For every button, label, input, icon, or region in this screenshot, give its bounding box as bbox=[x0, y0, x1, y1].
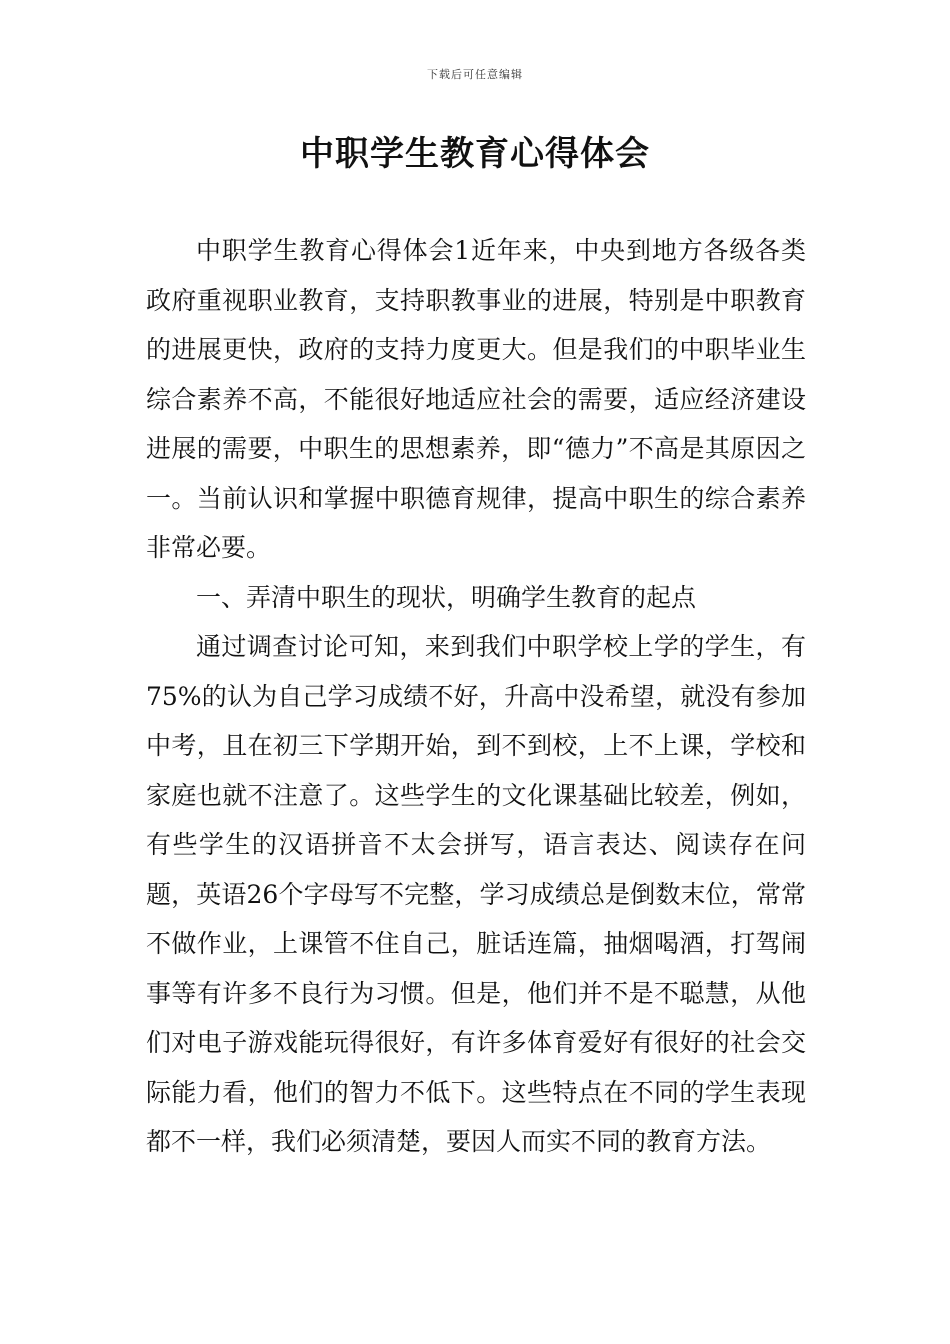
document-title: 中职学生教育心得体会 bbox=[300, 134, 650, 174]
paragraph-survey: 通过调查讨论可知，来到我们中职学校上学的学生，有75%的认为自己学习成绩不好，升高中没希望，就没有参加中考，且在初三下学期开始，到不到校，上不上课，学校和家庭也就不注意了。这些学生的文化课基础比较差，例如，有些学生的汉语拼音不太会拼写，语言表达、阅读存在问题，英语26个字母写不完整，学习成绩总是倒数末位，常常不做作业，上课管不住自己，脏话连篇，抽烟喝酒，打驾闹事等有许多不良行为习惯。但是，他们并不是不聪慧，从他们对电子游戏能玩得很好，有许多体育爱好有很好的社会交际能力看，他们的智力不低下。这些特点在不同的学生表现都不一样，我们必须清楚，要因人而实不同的教育方法。 bbox=[146, 632, 806, 1156]
section-heading-1: 一、弄清中职生的现状，明确学生教育的起点 bbox=[196, 582, 697, 612]
paragraph-intro: 中职学生教育心得体会1近年来，中央到地方各级各类政府重视职业教育，支持职教事业的进展，特别是中职教育的进展更快，政府的支持力度更大。但是我们的中职毕业生综合素养不高，不能很好地适应社会的需要，适应经济建设进展的需要，中职生的思想素养，即“德力”不高是其原因之一。当前认识和掌握中职德育规律，提高中职生的综合素养非常必要。 bbox=[146, 236, 806, 562]
document-body bbox=[146, 226, 806, 1167]
header-note: 下载后可任意编辑 bbox=[427, 68, 523, 81]
